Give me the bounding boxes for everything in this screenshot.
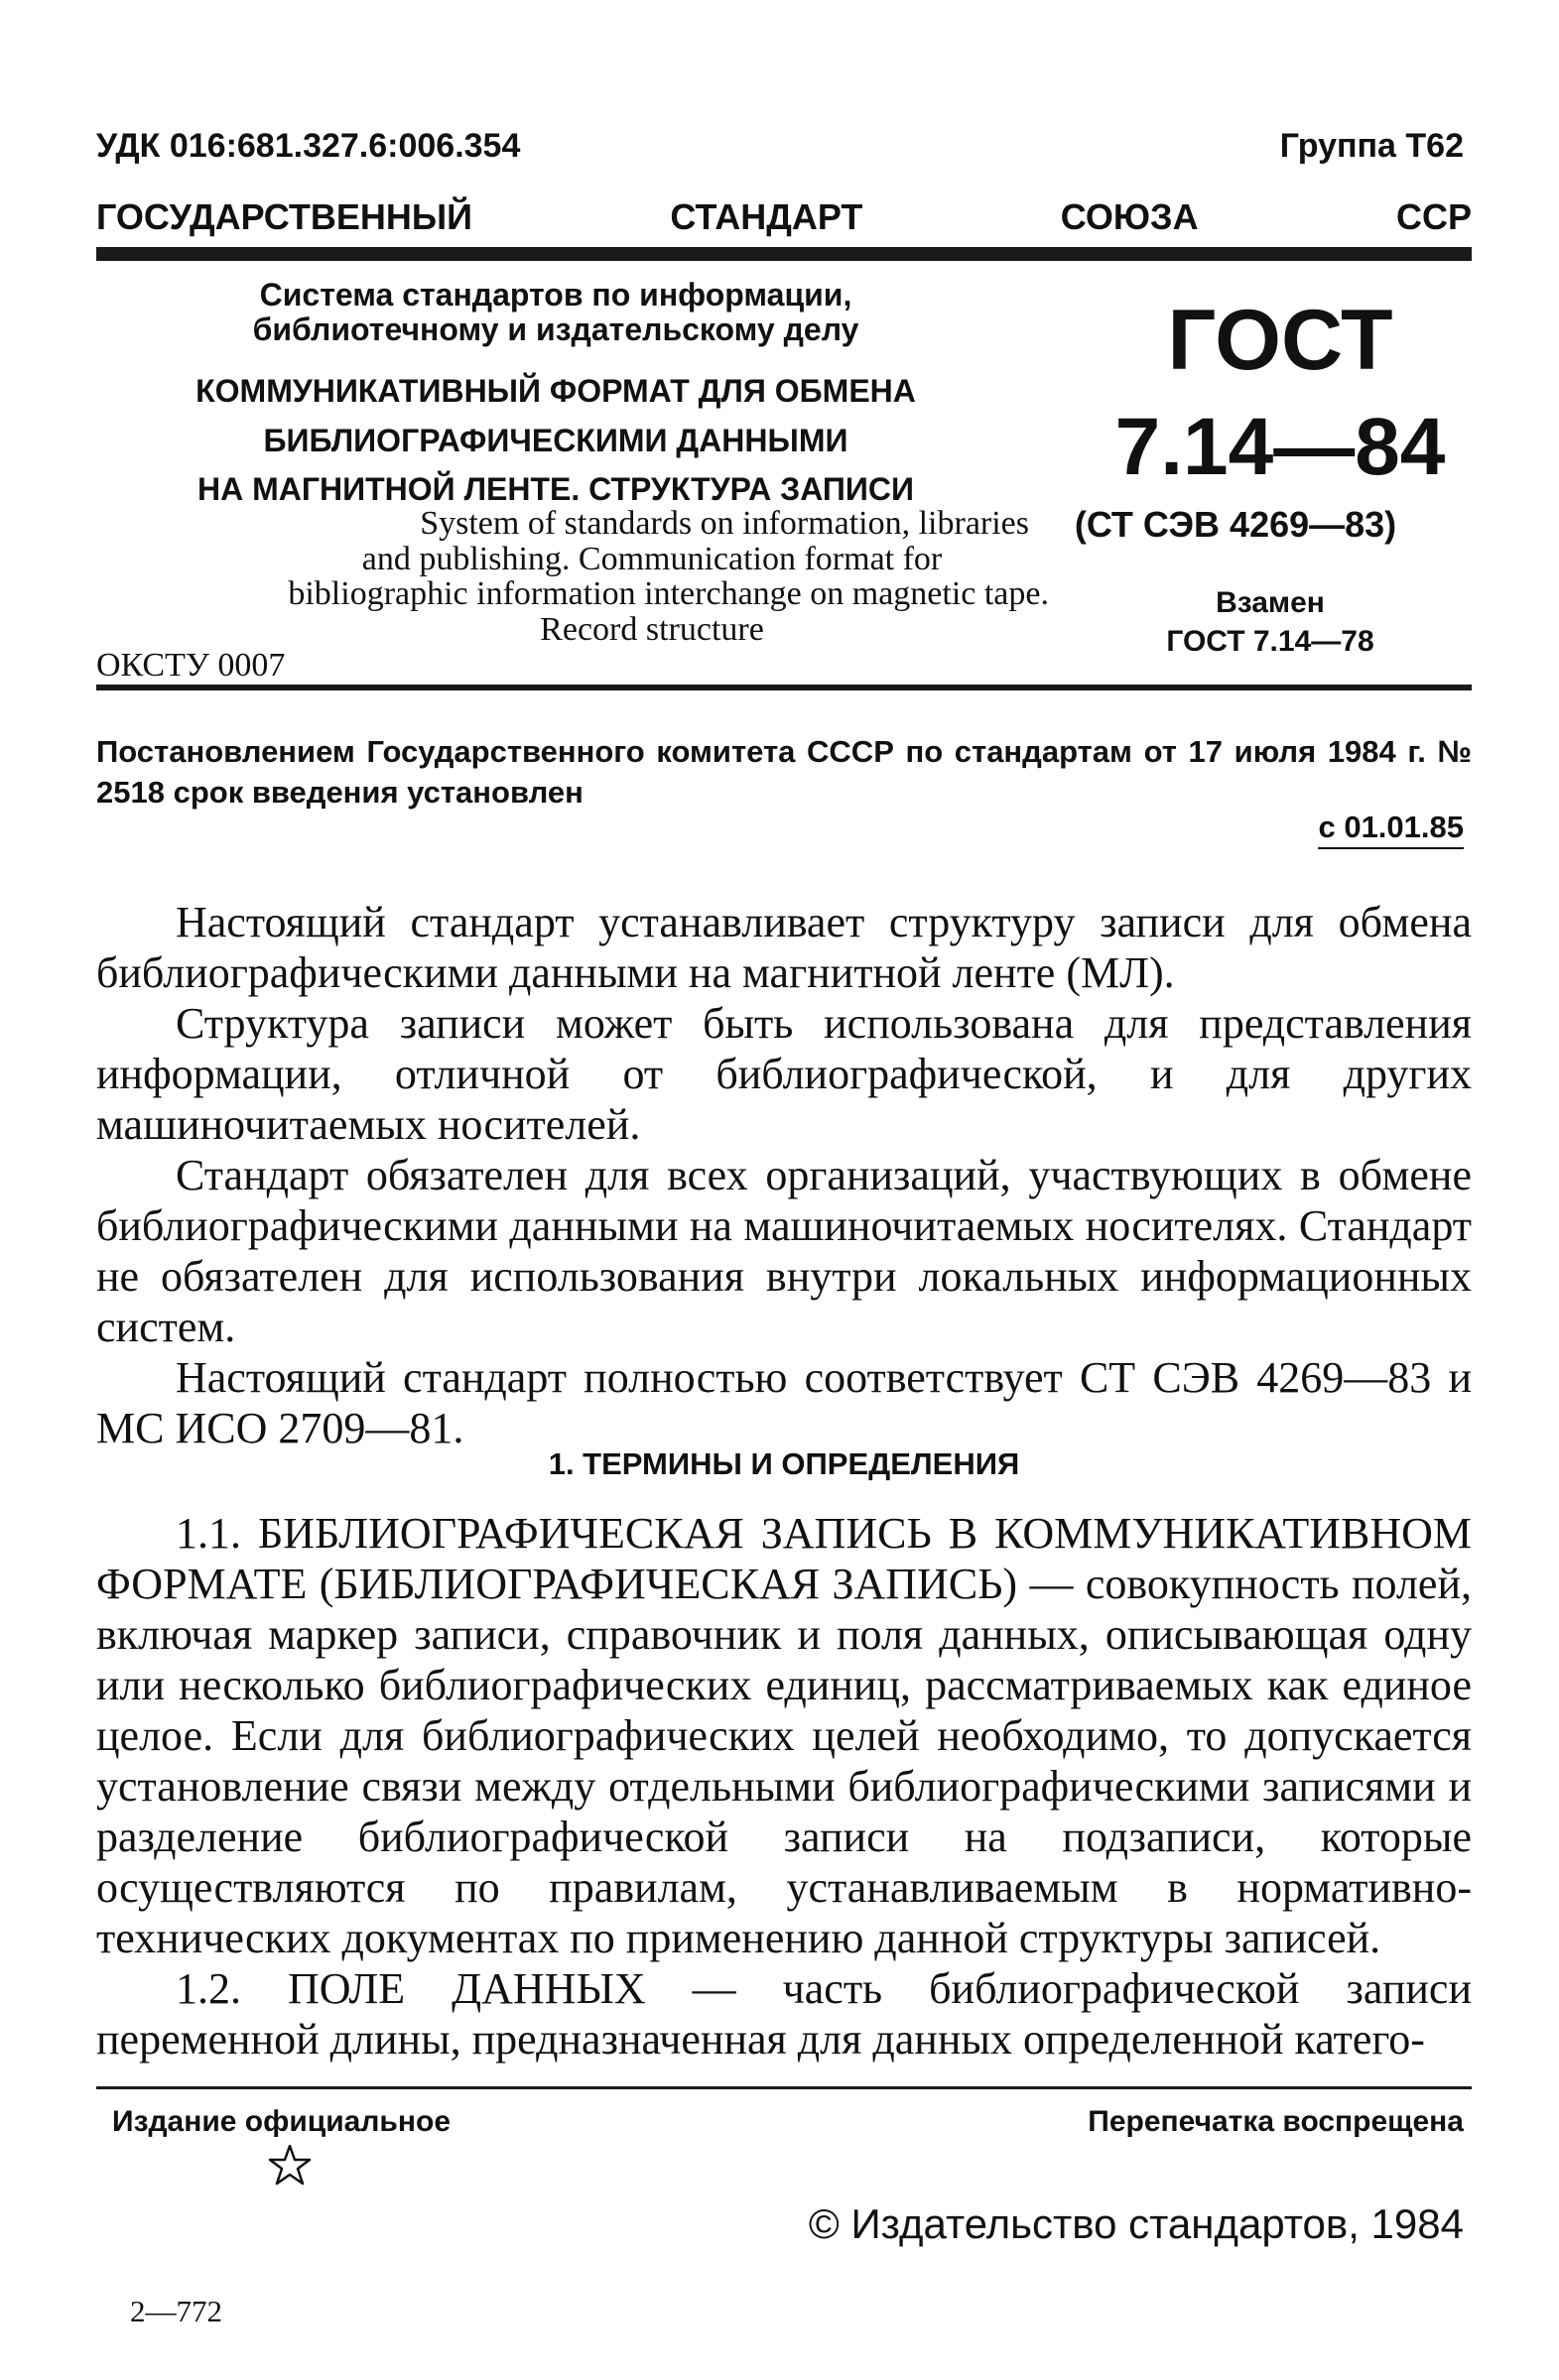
- english-line-3: bibliographic information interchange on magnetic tape.: [288, 575, 1049, 613]
- state-standard-heading: [96, 196, 1472, 238]
- udk-code: УДК 016:681.327.6:006.354: [96, 127, 521, 165]
- paragraph: Настоящий стандарт устанавливает структуру записи для обмена библиографическими данными на магнитной ленте (МЛ).: [96, 898, 1472, 997]
- english-line-4: Record structure: [540, 611, 764, 649]
- title-line-2: БИБЛИОГРАФИЧЕСКИМИ ДАННЫМИ: [263, 422, 848, 458]
- english-title: [96, 506, 1049, 648]
- state-standard-word-2: СТАНДАРТ: [670, 196, 863, 237]
- resolution-text: Постановлением Государственного комитета СССР по стандартам от 17 июля 1984 г. № 2518 срок введения установлен: [96, 734, 1472, 810]
- english-line-2: and publishing. Communication format for: [361, 540, 943, 577]
- effective-date: с 01.01.85: [1318, 810, 1464, 849]
- standard-title: [149, 367, 963, 515]
- section-title: 1. ТЕРМИНЫ И ОПРЕДЕЛЕНИЯ: [548, 1446, 1020, 1481]
- definitions: [96, 1508, 1472, 2065]
- english-line-1: System of standards on information, libraries: [420, 505, 1029, 542]
- definition: 1.1. БИБЛИОГРАФИЧЕСКАЯ ЗАПИСЬ В КОММУНИКАТИВНОМ ФОРМАТЕ (БИБЛИОГРАФИЧЕСКАЯ ЗАПИСЬ) — совокупность полей, включая маркер записи, справочник и поля данных, описывающая одну или несколько библиографических единиц, рассматриваемых как единое целое. Если для библиографических целей необходимо, то допускается установление связи между отдельными библиографическими записями и разделение библиографической записи на подзаписи, которые осуществляются по правилам, устанавливаемым в нормативно-технических документах по применению данной структуры записей.: [96, 1509, 1472, 1962]
- replaces-value: ГОСТ 7.14—78: [1166, 625, 1374, 658]
- replaces-block: [1121, 583, 1419, 661]
- group-code: Группа Т62: [1279, 127, 1464, 165]
- copyright: © Издательство стандартов, 1984: [808, 2200, 1464, 2247]
- definition: 1.2. ПОЛЕ ДАННЫХ — часть библиографической записи переменной длины, предназначенная для данных определенной катего-: [96, 1964, 1472, 2064]
- system-line-1: Система стандартов по информации,: [259, 277, 852, 313]
- title-line-1: КОММУНИКАТИВНЫЙ ФОРМАТ ДЛЯ ОБМЕНА: [195, 373, 916, 409]
- header-rule: [96, 685, 1472, 690]
- footer-rule: [96, 2086, 1472, 2089]
- replaces-label: Взамен: [1216, 586, 1325, 619]
- state-standard-word-4: ССР: [1395, 196, 1472, 237]
- star-icon: [268, 2143, 312, 2187]
- state-standard-word-1: ГОСУДАРСТВЕННЫЙ: [96, 196, 473, 237]
- paragraph: Стандарт обязателен для всех организаций, участвующих в обмене библиографическими данными на машиночитаемых носителях. Стандарт не обязателен для использования внутри локальных информационных систем.: [96, 1151, 1472, 1351]
- reprint-notice: Перепечатка воспрещена: [1088, 2105, 1464, 2138]
- print-code: 2—772: [130, 2294, 222, 2328]
- st-sev-number: (СТ СЭВ 4269—83): [1074, 504, 1397, 545]
- gost-number: 7.14—84: [1114, 402, 1446, 492]
- state-standard-word-3: СОЮЗА: [1060, 196, 1199, 237]
- paragraph: Настоящий стандарт полностью соответствует СТ СЭВ 4269—83 и МС ИСО 2709—81.: [96, 1353, 1472, 1452]
- official-edition: Издание официальное: [112, 2105, 452, 2138]
- system-line-2: библиотечному и издательскому делу: [252, 312, 859, 348]
- heading-rule: [96, 247, 1472, 261]
- introduction: [96, 897, 1472, 1453]
- paragraph: Структура записи может быть использована для представления информации, отличной от библиографической, и для других машиночитаемых носителей.: [96, 999, 1472, 1149]
- system-name: [159, 278, 953, 347]
- title-line-3: НА МАГНИТНОЙ ЛЕНТЕ. СТРУКТУРА ЗАПИСИ: [197, 471, 914, 508]
- okstu-code: ОКСТУ 0007: [96, 647, 286, 684]
- gost-label: ГОСТ: [1167, 293, 1393, 388]
